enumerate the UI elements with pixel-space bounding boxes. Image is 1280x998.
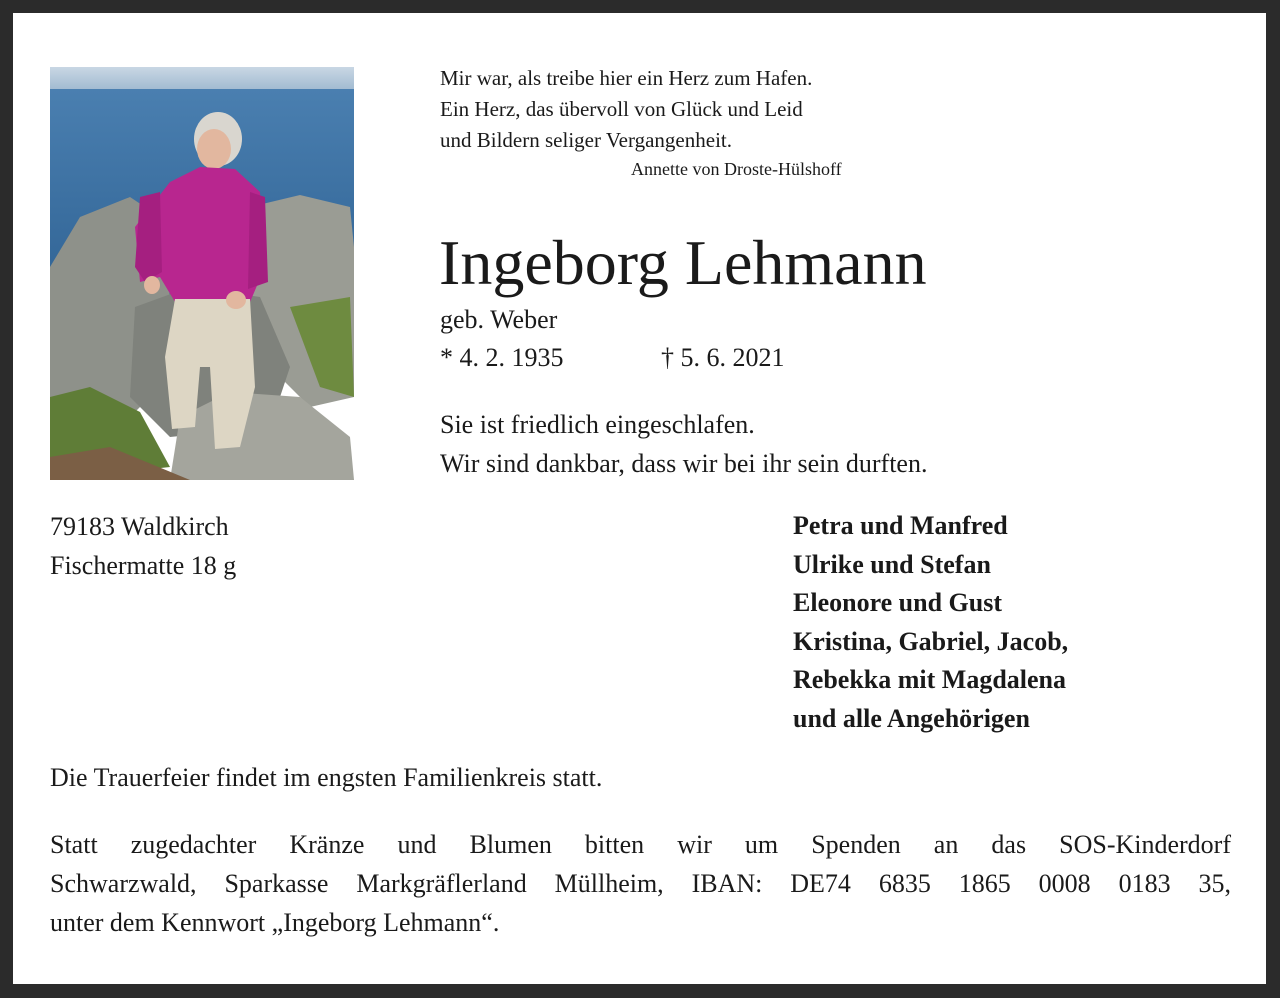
hand-left xyxy=(144,276,160,294)
address-line: 79183 Waldkirch xyxy=(50,512,229,541)
poem-line: Mir war, als treibe hier ein Herz zum Hafen. xyxy=(440,66,813,90)
poem xyxy=(440,63,900,156)
birth-date: * 4. 2. 1935 xyxy=(440,343,564,372)
mourner-line: Eleonore und Gust xyxy=(793,588,1003,617)
face xyxy=(197,129,231,169)
donation-line: unter dem Kennwort „Ingeborg Lehmann“. xyxy=(50,908,500,937)
address-line: Fischermatte 18 g xyxy=(50,551,237,580)
deceased-name: Ingeborg Lehmann xyxy=(439,227,927,298)
poem-line: und Bildern seliger Vergangenheit. xyxy=(440,128,732,152)
donation-line: Schwarzwald, Sparkasse Markgräflerland Müllheim, IBAN: DE74 6835 1865 0008 0183 35, xyxy=(50,869,1231,898)
mourner-line: Kristina, Gabriel, Jacob, xyxy=(793,626,1069,656)
ceremony-note: Die Trauerfeier findet im engsten Familienkreis statt. xyxy=(50,763,603,792)
mourner-line: Rebekka mit Magdalena xyxy=(793,665,1066,694)
mourner-line: Ulrike und Stefan xyxy=(793,549,991,579)
donation-note xyxy=(50,825,1231,942)
message-line: Sie ist friedlich eingeschlafen. xyxy=(440,410,755,439)
sky xyxy=(50,67,354,91)
address xyxy=(50,507,236,585)
obituary-notice xyxy=(13,13,1266,984)
mourner-line: Petra und Manfred xyxy=(793,511,1008,540)
message-line: Wir sind dankbar, dass wir bei ihr sein durften. xyxy=(440,449,928,478)
mourners-list xyxy=(793,507,1068,738)
portrait-photo-illustration xyxy=(50,67,354,480)
condolence-message xyxy=(440,405,927,483)
mourner-line: und alle Angehörigen xyxy=(793,703,1030,733)
poem-line: Ein Herz, das übervoll von Glück und Leid xyxy=(440,97,803,121)
arm-right xyxy=(248,192,268,289)
hand-right xyxy=(226,291,246,309)
maiden-name: geb. Weber xyxy=(440,305,558,334)
death-date: † 5. 6. 2021 xyxy=(661,343,785,372)
poem-author: Annette von Droste-Hülshoff xyxy=(631,159,842,179)
portrait-photo xyxy=(50,67,354,480)
donation-line: Statt zugedachter Kränze und Blumen bitten wir um Spenden an das SOS-Kinderdorf xyxy=(50,830,1231,859)
